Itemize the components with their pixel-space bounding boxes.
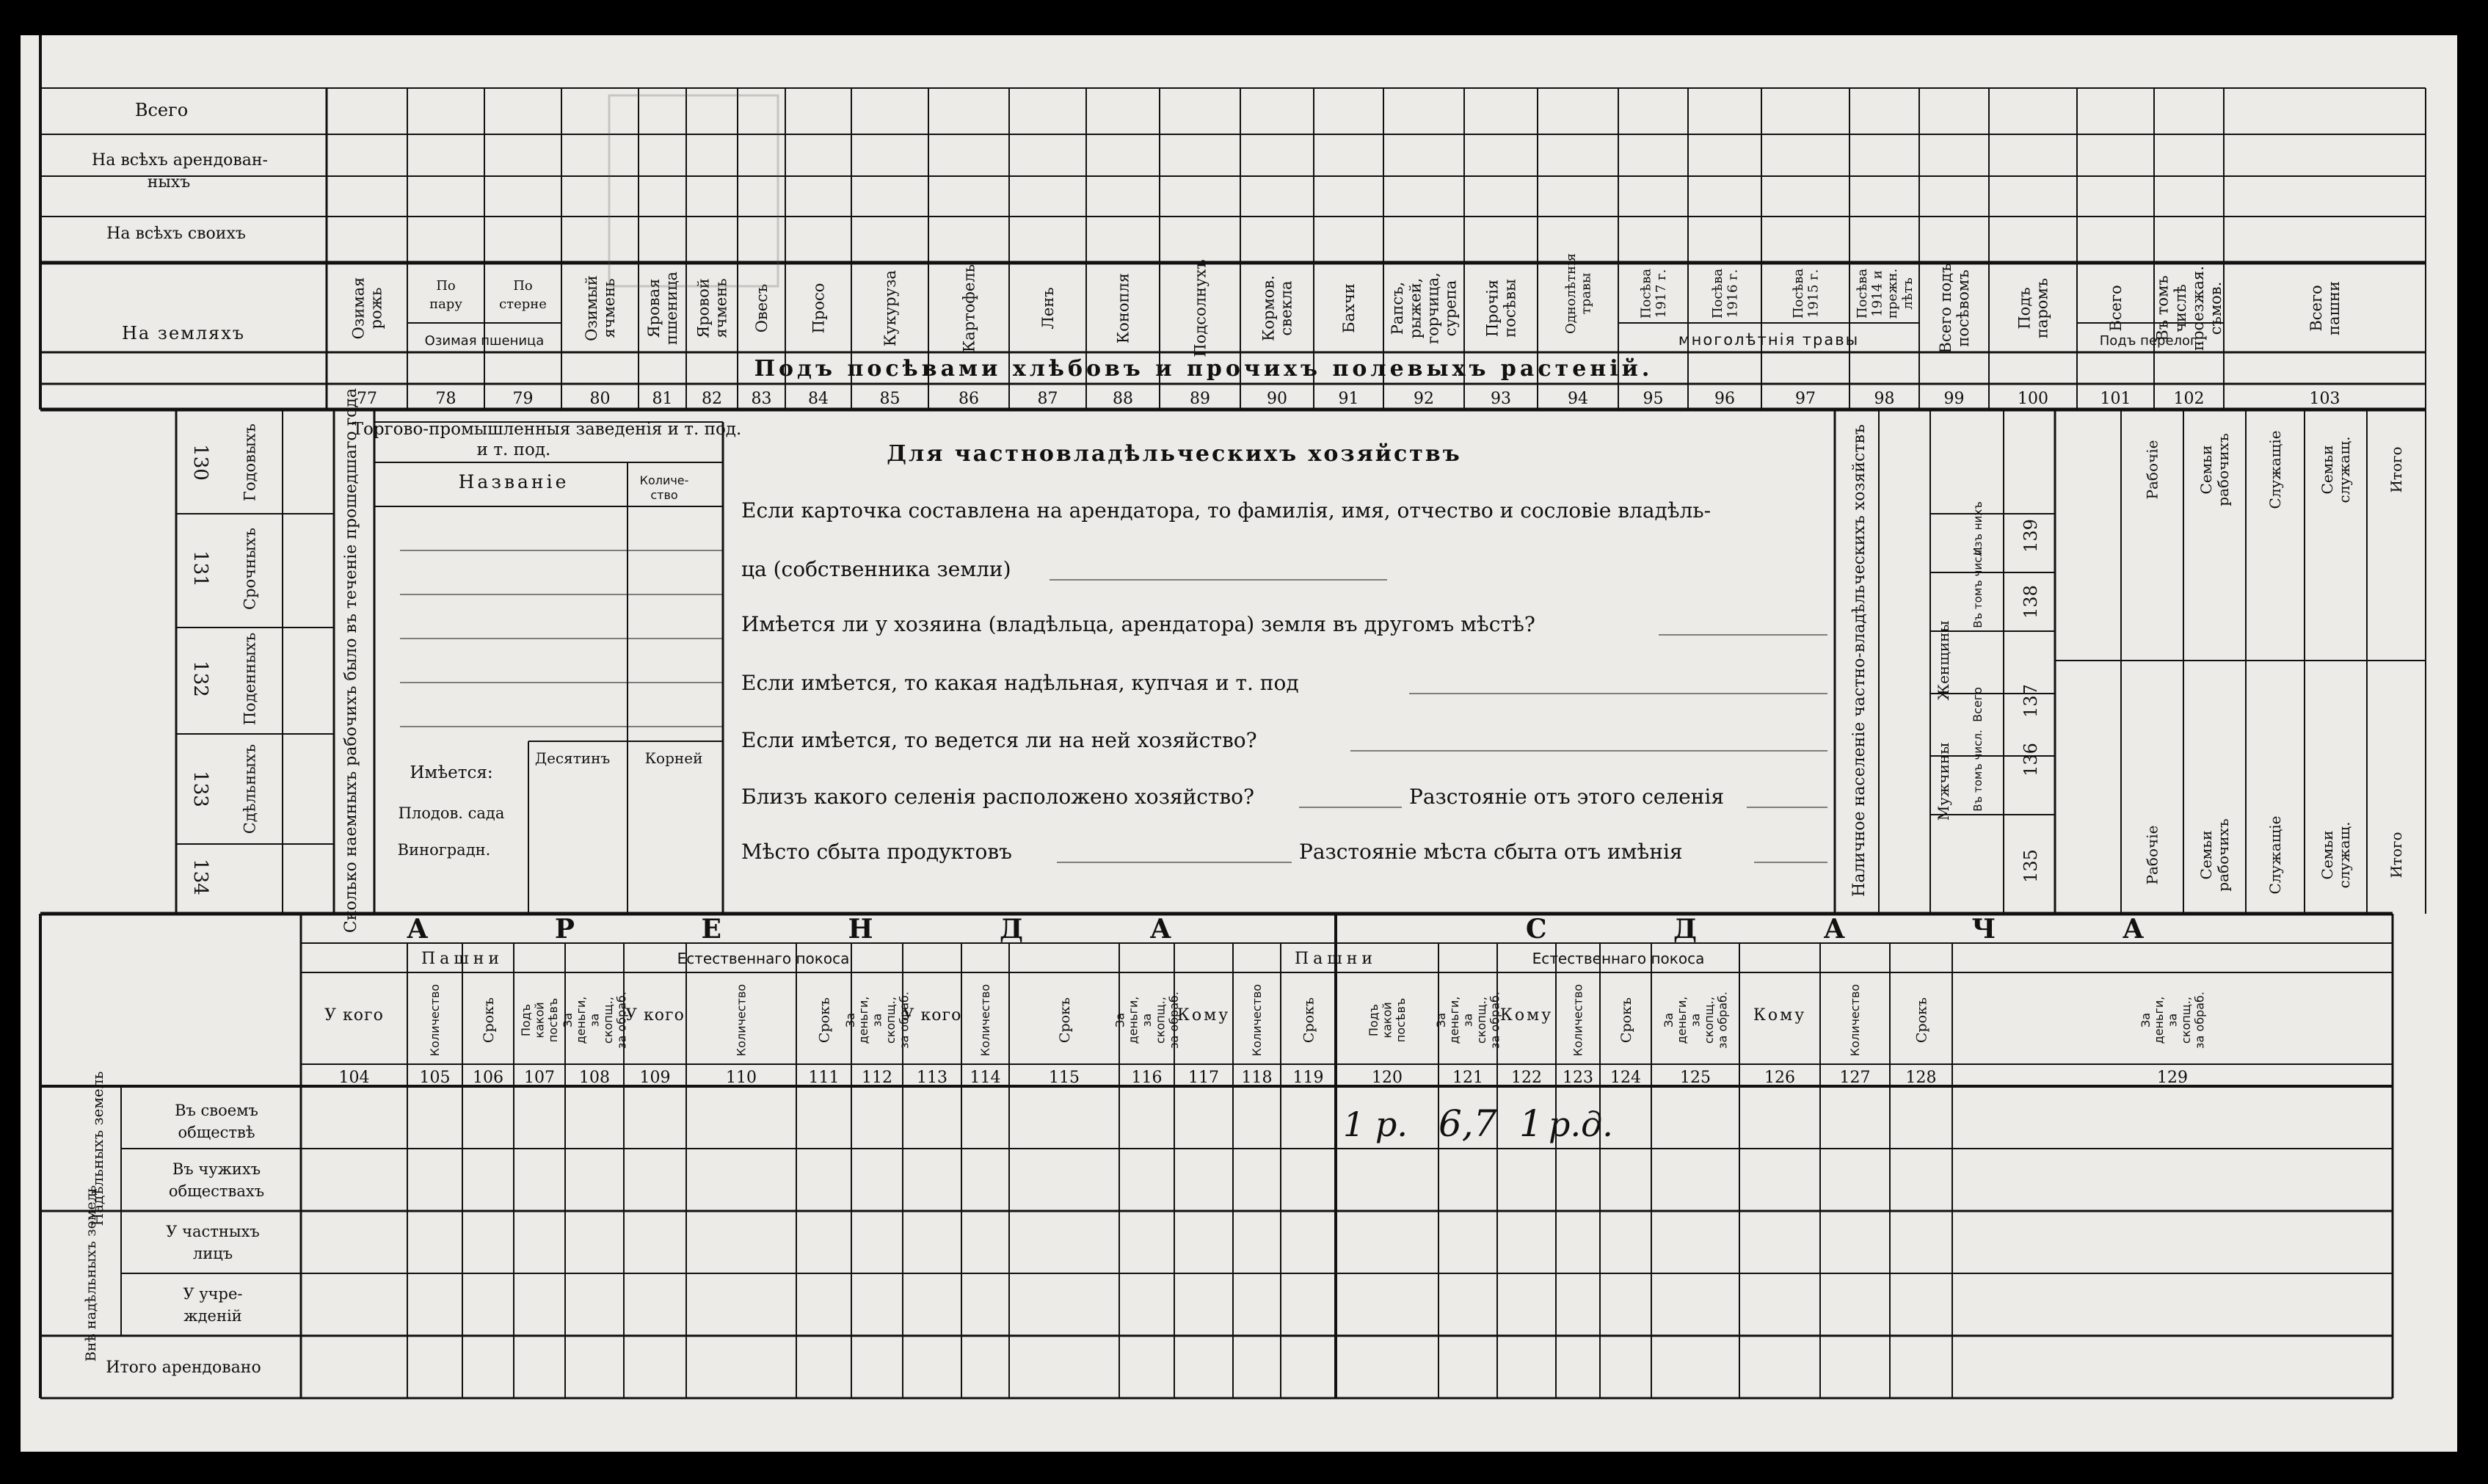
private-title: Для частновладѣльческихъ хозяйствъ	[887, 441, 1462, 467]
row-label-arend: На всѣхъ арендован-	[92, 151, 268, 170]
crop-header-93: Прочiя	[1483, 279, 1502, 338]
crop-header-95: Посѣва	[1638, 268, 1654, 319]
crop-number-90: 90	[1267, 390, 1287, 408]
arenda-pashni: Пашни	[421, 950, 504, 968]
sub-work-label: Изъ нихъ	[1971, 501, 1985, 556]
lease-header-123: Количество	[1571, 983, 1585, 1057]
handwritten-entry: 6,7	[1438, 1102, 1497, 1145]
crop-number-94: 94	[1568, 390, 1588, 408]
lease-number-110: 110	[726, 1069, 757, 1087]
private-line: Мѣсто сбыта продуктовъ	[741, 840, 1012, 864]
crop-header-92: сурепа	[1441, 280, 1460, 337]
lease-header-128: Срокъ	[1913, 997, 1930, 1044]
lease-header-121: за обраб.	[1488, 992, 1502, 1049]
handwritten-entry: 1	[1519, 1102, 1543, 1145]
row-label-svoikh: На всѣхъ своихъ	[106, 225, 246, 243]
lease-header-116: деньги,	[1126, 996, 1141, 1044]
lease-number-108: 108	[579, 1069, 610, 1087]
lease-header-107: какой	[532, 1002, 547, 1039]
crop-header-101: Всего	[2106, 285, 2125, 332]
crop-number-80: 80	[589, 390, 611, 408]
crop-number-83: 83	[751, 390, 772, 408]
lease-number-125: 125	[1680, 1069, 1711, 1087]
group-label-nadel: Надѣльныхъ земель	[89, 1071, 106, 1226]
sdacha-pashni: Пашни	[1294, 950, 1378, 968]
crop-header-94: Однолѣтнiя	[1563, 252, 1579, 335]
private-line: Если имѣется, то какая надѣльная, купчая и т. под	[741, 671, 1299, 695]
lease-number-104: 104	[338, 1069, 370, 1087]
crop-number-95: 95	[1643, 390, 1664, 408]
row-label: жденiй	[183, 1307, 242, 1325]
row-label: обществѣ	[178, 1124, 255, 1141]
lease-header-125: деньги,	[1675, 996, 1689, 1044]
crop-number-103: 103	[2309, 390, 2340, 408]
trade-name-header: Названiе	[458, 471, 570, 492]
right-bottom-header: Семьи	[2318, 830, 2336, 880]
trade-qty-header: ство	[650, 488, 678, 502]
trade-qty-header: Количе-	[639, 473, 689, 487]
lease-header-112: деньги,	[856, 996, 871, 1044]
private-line: Разстоянiе мѣста сбыта отъ имѣнiя	[1299, 840, 1683, 864]
lease-header-129: за обраб.	[2192, 992, 2207, 1049]
row-label: Въ чужихъ	[172, 1160, 261, 1178]
worker-label: Сдѣльныхъ	[241, 743, 259, 834]
ozimaya-pshenitsa-label: Озимая пшеница	[424, 333, 545, 349]
lease-header-108: За	[560, 1012, 575, 1028]
lease-header-108: за обраб.	[614, 992, 629, 1049]
sub-work-label: Въ томъ числ.	[1971, 730, 1985, 812]
worker-number-130: 130	[189, 444, 211, 481]
population-number-136: 136	[2020, 743, 2041, 776]
lease-header-110: Количество	[734, 983, 749, 1057]
crop-header-102: числѣ	[2171, 284, 2189, 332]
sub-work-label: Въ томъ числ.	[1971, 546, 1985, 628]
lease-header-121: За	[1433, 1012, 1448, 1028]
right-bottom-header: рабочихъ	[2214, 818, 2232, 892]
crop-header-79: По	[513, 278, 533, 294]
lease-header-112: скопщ.,	[884, 997, 898, 1044]
lease-header-121: деньги,	[1447, 996, 1462, 1044]
crop-header-84: Просо	[810, 283, 828, 334]
crop-header-82: Яровой	[694, 278, 713, 338]
lease-header-122: Кому	[1499, 1006, 1554, 1025]
population-number-135: 135	[2020, 849, 2041, 883]
lease-header-108: скопщ.,	[601, 997, 615, 1044]
lease-header-105: Количество	[428, 983, 443, 1057]
lease-header-125: За	[1661, 1012, 1676, 1028]
lease-number-127: 127	[1839, 1069, 1871, 1087]
arenda-pokos: Естественнаго покоса	[677, 950, 850, 967]
crop-header-81: пшеница	[662, 272, 680, 345]
crop-header-90: свекла	[1277, 280, 1295, 336]
crop-header-99: посѣвомъ	[1954, 269, 1972, 347]
crop-header-77: рожь	[367, 287, 385, 330]
private-line: Разстоянiе отъ этого селенiя	[1409, 785, 1724, 809]
crop-header-98: лѣтъ	[1899, 277, 1916, 310]
lease-header-107: посѣвъ	[546, 997, 560, 1043]
vinograd-label: Виноградн.	[397, 841, 491, 859]
crop-header-102: проезжая.	[2189, 266, 2207, 351]
crop-number-91: 91	[1338, 390, 1359, 408]
right-top-header: Семьи	[2197, 445, 2215, 495]
trade-title: и т. под.	[476, 440, 551, 459]
lease-header-106: Срокъ	[481, 997, 497, 1044]
lease-number-124: 124	[1610, 1069, 1641, 1087]
right-bottom-header: Семьи	[2197, 830, 2215, 880]
crop-header-95: 1917 г.	[1654, 269, 1670, 319]
crop-header-100: Подъ	[2015, 287, 2034, 330]
private-line: Близъ какого селенiя расположено хозяйство?	[741, 785, 1255, 809]
lease-header-108: за	[587, 1013, 602, 1027]
crop-header-103: пашни	[2324, 280, 2343, 336]
crop-number-102: 102	[2173, 390, 2205, 408]
right-top-header: Семьи	[2318, 445, 2336, 495]
row-label: У частныхъ	[166, 1223, 260, 1240]
crop-header-97: 1915 г.	[1805, 269, 1822, 319]
lease-number-122: 122	[1511, 1069, 1542, 1087]
private-line: ца (собственника земли)	[741, 557, 1011, 581]
crop-header-80: ячмень	[600, 278, 618, 338]
hired-vertical-text: Сколько наемныхъ рабочихъ было въ теченiе прошедшаго года	[342, 388, 360, 934]
lease-header-107: Подъ	[519, 1003, 534, 1037]
crop-header-80: Озимый	[582, 275, 600, 341]
lease-header-129: деньги,	[2152, 996, 2167, 1044]
crop-header-89: Подсолнухъ	[1191, 259, 1210, 357]
lease-number-129: 129	[2157, 1069, 2188, 1087]
lease-header-125: за обраб.	[1715, 992, 1730, 1049]
desyatin-header: Десятинъ	[534, 749, 611, 767]
lease-number-126: 126	[1764, 1069, 1795, 1087]
sdacha-pokos: Естественнаго покоса	[1532, 950, 1705, 967]
crop-header-98: прежн.	[1885, 268, 1901, 319]
crop-number-77: 77	[357, 390, 377, 408]
crop-header-83: Овесъ	[752, 283, 771, 333]
right-top-header: рабочихъ	[2214, 433, 2232, 506]
crop-header-78: По	[436, 278, 456, 294]
crop-header-98: 1914 и	[1869, 270, 1885, 317]
lease-header-112: за	[870, 1013, 884, 1027]
lease-header-121: за	[1461, 1013, 1475, 1027]
lease-number-107: 107	[524, 1069, 555, 1087]
crop-number-89: 89	[1190, 390, 1210, 408]
crop-header-88: Конопля	[1114, 272, 1132, 344]
population-number-138: 138	[2020, 585, 2041, 619]
row-label: У учре-	[183, 1285, 243, 1303]
lease-header-120: какой	[1380, 1002, 1394, 1039]
population-number-137: 137	[2020, 684, 2041, 718]
crop-header-93: посѣвы	[1501, 279, 1519, 338]
population-vertical: Наличное населенiе частно-владѣльческихъ хозяйствъ	[1850, 424, 1869, 897]
crop-header-96: Посѣва	[1709, 268, 1725, 319]
lease-header-114: Количество	[978, 983, 993, 1057]
crop-number-79: 79	[512, 390, 534, 408]
crop-number-87: 87	[1037, 390, 1058, 408]
right-top-header: служащ.	[2335, 436, 2353, 503]
lease-header-111: Срокъ	[816, 997, 833, 1044]
crop-number-93: 93	[1491, 390, 1511, 408]
crop-header-98: Посѣва	[1854, 268, 1870, 319]
crop-header-92: горчица,	[1424, 272, 1442, 344]
crop-header-99: Всего подъ	[1936, 263, 1954, 354]
crop-header-100: паромъ	[2033, 277, 2051, 339]
lease-header-116: За	[1113, 1012, 1127, 1028]
private-line: Если имѣется, то ведется ли на ней хозяйство?	[741, 728, 1257, 752]
handwritten-entry: 1 р.	[1343, 1105, 1408, 1144]
lease-number-111: 111	[808, 1069, 840, 1087]
lease-header-109: У кого	[625, 1006, 685, 1025]
crop-number-92: 92	[1414, 390, 1434, 408]
worker-number-134: 134	[189, 859, 211, 895]
lease-number-117: 117	[1188, 1069, 1219, 1087]
crop-header-102: Въ томъ	[2153, 275, 2172, 341]
lease-number-115: 115	[1049, 1069, 1080, 1087]
crop-header-87: Ленъ	[1039, 287, 1057, 330]
lease-number-114: 114	[970, 1069, 1001, 1087]
lease-header-117: Кому	[1176, 1006, 1231, 1025]
lease-number-116: 116	[1131, 1069, 1163, 1087]
crop-header-90: Кормов.	[1259, 275, 1278, 341]
right-bottom-header: Служащiе	[2266, 815, 2284, 895]
posevy-banner: Подъ посѣвами хлѣбовъ и прочихъ полевыхъ растенiй.	[754, 356, 1654, 382]
crop-number-82: 82	[702, 390, 722, 408]
crop-number-78: 78	[435, 390, 457, 408]
crop-header-92: Рапсъ,	[1389, 281, 1407, 335]
crop-number-81: 81	[652, 390, 673, 408]
worker-number-132: 132	[189, 661, 211, 697]
crop-number-88: 88	[1113, 390, 1133, 408]
row-label-vsego: Всего	[134, 100, 189, 120]
lease-number-119: 119	[1292, 1069, 1324, 1087]
crop-number-98: 98	[1874, 390, 1895, 408]
crop-header-85: Кукуруза	[881, 270, 899, 346]
crop-header-92: рыжей,	[1406, 277, 1425, 339]
right-bottom-header: Итого	[2387, 832, 2405, 879]
row-label: лицъ	[192, 1245, 233, 1262]
arenda-title: А Р Е Н Д А	[407, 914, 1230, 945]
crop-header-103: Всего	[2307, 285, 2325, 332]
lease-header-129: За	[2138, 1012, 2153, 1028]
crop-header-77: Озимая	[349, 277, 368, 340]
itogo-label: Итого арендовано	[106, 1358, 261, 1377]
crop-header-78: пару	[429, 297, 462, 312]
private-line: Имѣется ли у хозяина (владѣльца, арендатора) земля въ другомъ мѣстѣ?	[741, 612, 1535, 636]
lease-header-113: У кого	[902, 1006, 962, 1025]
lease-header-116: за	[1140, 1013, 1154, 1027]
right-top-header: Рабочiе	[2143, 440, 2161, 500]
lease-header-129: скопщ.,	[2179, 997, 2193, 1044]
group-label-vne: Внѣ надѣльныхъ земель	[83, 1185, 99, 1362]
lease-number-118: 118	[1241, 1069, 1273, 1087]
lease-header-124: Срокъ	[1618, 997, 1634, 1044]
lease-header-125: за	[1688, 1013, 1703, 1027]
right-top-header: Служащiе	[2266, 430, 2284, 509]
crop-number-86: 86	[959, 390, 979, 408]
lease-number-121: 121	[1452, 1069, 1483, 1087]
worker-number-131: 131	[189, 550, 211, 587]
lease-header-112: за обраб.	[897, 992, 912, 1049]
crop-header-94: травы	[1578, 272, 1594, 315]
lease-number-123: 123	[1563, 1069, 1593, 1087]
crop-number-84: 84	[808, 390, 829, 408]
row-label: обществахъ	[168, 1182, 265, 1200]
lease-header-115: Срокъ	[1057, 997, 1073, 1044]
worker-number-133: 133	[189, 771, 211, 807]
lease-header-120: посѣвъ	[1394, 997, 1408, 1043]
row-label-zemlyakh: На земляхъ	[121, 323, 246, 343]
lease-header-116: скопщ.,	[1153, 997, 1168, 1044]
lease-header-104: У кого	[324, 1006, 384, 1025]
crop-number-85: 85	[879, 390, 901, 408]
sub-all-label: Всего	[1971, 687, 1985, 722]
crop-number-97: 97	[1795, 390, 1816, 408]
lease-header-116: за обраб.	[1166, 992, 1181, 1049]
crop-number-96: 96	[1714, 390, 1735, 408]
row-label-arend: ныхъ	[147, 173, 191, 192]
men-label: Мужчины	[1935, 742, 1952, 821]
mnogoletnie-label: многолѣтнiя травы	[1678, 331, 1860, 349]
sad-label: Плодов. сада	[398, 804, 505, 822]
crop-header-97: Посѣва	[1790, 268, 1806, 319]
right-bottom-header: Рабочiе	[2143, 825, 2161, 885]
lease-header-121: скопщ.,	[1474, 997, 1488, 1044]
crop-number-100: 100	[2018, 390, 2048, 408]
lease-header-112: За	[843, 1012, 857, 1028]
crop-header-82: ячмень	[712, 278, 730, 338]
lease-number-120: 120	[1372, 1069, 1403, 1087]
lease-number-109: 109	[639, 1069, 671, 1087]
crop-header-79: стерне	[499, 297, 547, 312]
women-label: Женщины	[1935, 620, 1952, 701]
lease-number-112: 112	[862, 1069, 892, 1087]
lease-header-126: Кому	[1753, 1006, 1807, 1025]
crop-header-81: Яровая	[644, 278, 663, 338]
row-label: Въ своемъ	[175, 1102, 258, 1119]
sdacha-title: С Д А Ч А	[1525, 914, 2203, 945]
worker-label: Поденныхъ	[241, 632, 259, 726]
lease-header-120: Подъ	[1367, 1003, 1381, 1037]
crop-header-86: Картофель	[960, 263, 978, 353]
pod-perelog-label: Подъ перелог.	[2099, 333, 2202, 349]
lease-header-119: Срокъ	[1301, 997, 1317, 1044]
crop-header-102: съмов.	[2207, 281, 2225, 335]
handwritten-entry: р.д.	[1549, 1105, 1613, 1144]
lease-header-125: скопщ.,	[1702, 997, 1716, 1044]
population-number-139: 139	[2020, 519, 2041, 553]
lease-number-128: 128	[1905, 1069, 1937, 1087]
crop-header-96: 1916 г.	[1725, 269, 1741, 319]
lease-header-108: деньги,	[574, 996, 589, 1044]
trade-title: Торгово-промышленныя заведенiя и т. под.	[352, 420, 742, 439]
crop-header-91: Бахчи	[1339, 283, 1358, 333]
lease-header-129: за	[2165, 1013, 2180, 1027]
right-bottom-header: служащ.	[2335, 821, 2353, 889]
lease-header-127: Количество	[1848, 983, 1863, 1057]
worker-label: Годовыхъ	[241, 423, 259, 501]
crop-number-101: 101	[2100, 390, 2131, 408]
crop-number-99: 99	[1943, 390, 1965, 408]
lease-header-118: Количество	[1250, 983, 1265, 1057]
private-line: Если карточка составлена на арендатора, то фамилiя, имя, отчество и сословiе владѣль-	[741, 498, 1712, 523]
worker-label: Срочныхъ	[241, 528, 259, 610]
right-top-header: Итого	[2387, 446, 2405, 493]
lease-number-106: 106	[473, 1069, 503, 1087]
has-label: Имѣется:	[410, 763, 493, 782]
lease-number-113: 113	[917, 1069, 947, 1087]
korney-header: Корней	[644, 749, 703, 767]
lease-number-105: 105	[419, 1069, 451, 1087]
